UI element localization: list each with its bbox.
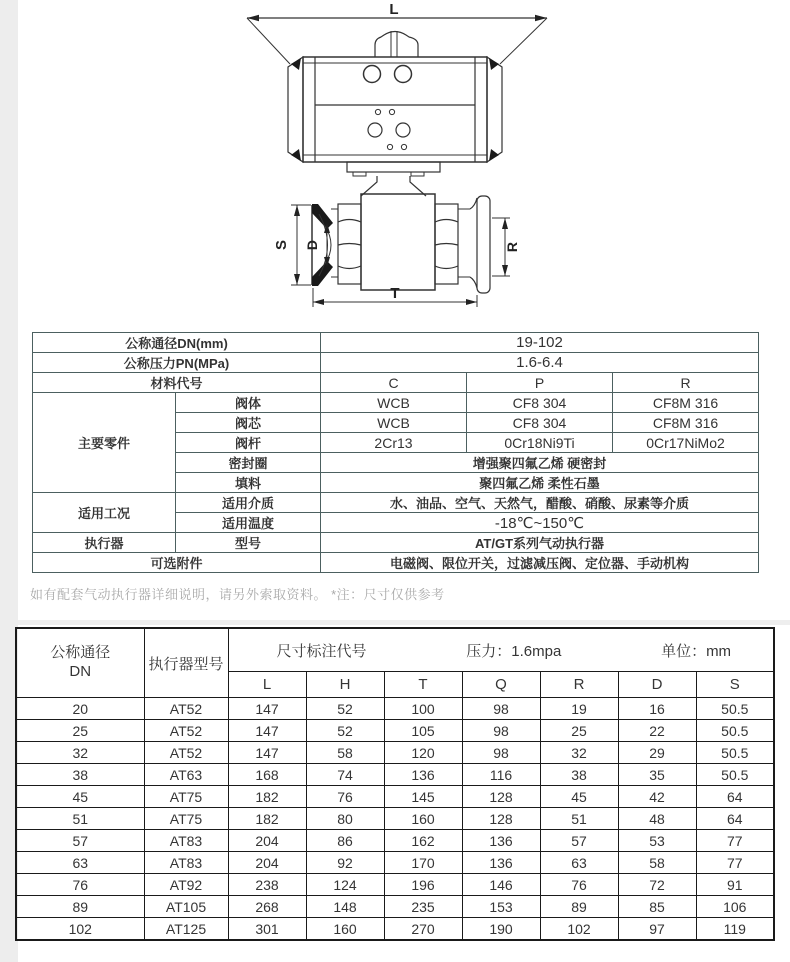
col-header-dn [16, 628, 144, 698]
dim-Q-cell: 146 [462, 874, 540, 896]
spec-packing-label: 填料 [176, 473, 321, 493]
spec-core-c: WCB [321, 413, 467, 433]
spec-stem-p: 0Cr18Ni9Ti [467, 433, 613, 453]
dn-cell: 63 [16, 852, 144, 874]
dim-D-cell: 48 [618, 808, 696, 830]
spec-temp-value: -18℃~150℃ [321, 513, 759, 533]
table-row [33, 393, 759, 413]
dim-Q-cell: 128 [462, 786, 540, 808]
table-row [33, 353, 759, 373]
spec-actuator-label: 执行器 [33, 533, 176, 553]
dim-D-cell: 22 [618, 720, 696, 742]
dim-D-cell: 58 [618, 852, 696, 874]
spec-pn-value: 1.6-6.4 [321, 353, 759, 373]
dim-label-S: S [273, 239, 290, 251]
actuator-model-cell: AT52 [144, 720, 228, 742]
dim-S-cell: 50.5 [696, 764, 774, 786]
dim-S-cell: 119 [696, 918, 774, 941]
actuator-model-cell: AT63 [144, 764, 228, 786]
dim-H-cell: 124 [306, 874, 384, 896]
dim-T-cell: 120 [384, 742, 462, 764]
dim-D-cell: 97 [618, 918, 696, 941]
dim-D-cell: 85 [618, 896, 696, 918]
dim-Q-cell: 136 [462, 852, 540, 874]
dn-cell: 89 [16, 896, 144, 918]
footnote: 如有配套气动执行器详细说明，请另外索取资料。 *注：尺寸仅供参考 [30, 587, 445, 602]
dim-S-cell: 50.5 [696, 698, 774, 720]
dim-R-cell: 51 [540, 808, 618, 830]
dim-label-D: D [304, 239, 320, 251]
dim-S-cell: 50.5 [696, 720, 774, 742]
dim-T-cell: 270 [384, 918, 462, 941]
table-row [16, 742, 774, 764]
dim-D-cell: 29 [618, 742, 696, 764]
table-row [16, 786, 774, 808]
dim-T-cell: 105 [384, 720, 462, 742]
dim-L-cell: 182 [228, 808, 306, 830]
dim-H-cell: 92 [306, 852, 384, 874]
spec-core-label: 阀芯 [176, 413, 321, 433]
dim-R-cell: 63 [540, 852, 618, 874]
col-header-Q: Q [462, 672, 540, 698]
dn-cell: 32 [16, 742, 144, 764]
table-row [16, 764, 774, 786]
dim-Q-cell: 190 [462, 918, 540, 941]
dim-H-cell: 86 [306, 830, 384, 852]
dim-R-cell: 57 [540, 830, 618, 852]
dn-cell: 20 [16, 698, 144, 720]
spec-seal-label: 密封圈 [176, 453, 321, 473]
dn-cell: 102 [16, 918, 144, 941]
dim-Q-cell: 153 [462, 896, 540, 918]
dim-L-cell: 238 [228, 874, 306, 896]
spec-stem-r: 0Cr17NiMo2 [613, 433, 759, 453]
valve-drawing-svg [228, 0, 562, 318]
dim-T-cell: 145 [384, 786, 462, 808]
spec-stem-label: 阀杆 [176, 433, 321, 453]
table-row [16, 896, 774, 918]
spec-dn-value: 19-102 [321, 333, 759, 353]
dim-R-cell: 102 [540, 918, 618, 941]
dim-T-cell: 162 [384, 830, 462, 852]
dim-L-cell: 204 [228, 852, 306, 874]
dim-H-cell: 52 [306, 698, 384, 720]
dim-table-title-cell [228, 628, 774, 672]
col-header-dn-line1: 公称通径 [50, 644, 111, 662]
table-row [16, 874, 774, 896]
dn-cell: 38 [16, 764, 144, 786]
spec-material-p: P [467, 373, 613, 393]
dim-R-cell: 32 [540, 742, 618, 764]
col-header-H: H [306, 672, 384, 698]
spec-seal-value: 增强聚四氟乙烯 硬密封 [321, 453, 759, 473]
dim-H-cell: 58 [306, 742, 384, 764]
dim-H-cell: 148 [306, 896, 384, 918]
dim-T-cell: 160 [384, 808, 462, 830]
spec-body-c: WCB [321, 393, 467, 413]
spec-medium-label: 适用介质 [176, 493, 321, 513]
dim-R-cell: 25 [540, 720, 618, 742]
table-row [16, 698, 774, 720]
dim-R-cell: 76 [540, 874, 618, 896]
actuator-model-cell: AT75 [144, 786, 228, 808]
dim-D-cell: 53 [618, 830, 696, 852]
dim-R-cell: 38 [540, 764, 618, 786]
dim-R-cell: 19 [540, 698, 618, 720]
spec-material-label: 材料代号 [33, 373, 321, 393]
dim-table-body [16, 698, 774, 941]
unit-label: 单位：mm [661, 642, 732, 660]
dim-R-cell: 89 [540, 896, 618, 918]
dn-cell: 76 [16, 874, 144, 896]
dim-S-cell: 77 [696, 830, 774, 852]
dim-label-L: L [389, 1, 399, 18]
dim-D-cell: 72 [618, 874, 696, 896]
actuator-model-cell: AT75 [144, 808, 228, 830]
col-header-R: R [540, 672, 618, 698]
dim-Q-cell: 136 [462, 830, 540, 852]
spec-temp-label: 适用温度 [176, 513, 321, 533]
dim-Q-cell: 98 [462, 720, 540, 742]
table-row [16, 720, 774, 742]
dim-label-R: R [504, 241, 520, 253]
actuator-model-cell: AT92 [144, 874, 228, 896]
actuator-model-cell: AT125 [144, 918, 228, 941]
spec-parts-group: 主要零件 [33, 393, 176, 493]
spec-stem-c: 2Cr13 [321, 433, 467, 453]
dim-Q-cell: 98 [462, 698, 540, 720]
dim-L-cell: 147 [228, 742, 306, 764]
spec-body-label: 阀体 [176, 393, 321, 413]
spec-medium-value: 水、油品、空气、天然气，醋酸、硝酸、尿素等介质 [321, 493, 759, 513]
table-row [16, 852, 774, 874]
table-row [33, 333, 759, 353]
dim-L-cell: 204 [228, 830, 306, 852]
table-row [33, 553, 759, 573]
table-header-row [16, 628, 774, 672]
actuator-model-cell: AT83 [144, 830, 228, 852]
dim-L-cell: 268 [228, 896, 306, 918]
dim-label-T: T [390, 285, 400, 302]
dim-Q-cell: 116 [462, 764, 540, 786]
dim-T-cell: 170 [384, 852, 462, 874]
col-header-actuator-model: 执行器型号 [144, 628, 228, 698]
dim-H-cell: 76 [306, 786, 384, 808]
dn-cell: 57 [16, 830, 144, 852]
table-row [33, 373, 759, 393]
spec-body-r: CF8M 316 [613, 393, 759, 413]
dim-S-cell: 50.5 [696, 742, 774, 764]
spec-material-c: C [321, 373, 467, 393]
dim-H-cell: 80 [306, 808, 384, 830]
spec-pn-label: 公称压力PN(MPa) [33, 353, 321, 373]
table-row [16, 830, 774, 852]
actuator-model-cell: AT83 [144, 852, 228, 874]
dim-T-cell: 100 [384, 698, 462, 720]
dn-cell: 45 [16, 786, 144, 808]
dim-L-cell: 147 [228, 720, 306, 742]
dim-S-cell: 106 [696, 896, 774, 918]
dn-cell: 25 [16, 720, 144, 742]
col-header-T: T [384, 672, 462, 698]
dim-Q-cell: 128 [462, 808, 540, 830]
spec-dn-label: 公称通径DN(mm) [33, 333, 321, 353]
dim-D-cell: 35 [618, 764, 696, 786]
table-row [16, 808, 774, 830]
dim-D-cell: 16 [618, 698, 696, 720]
dimension-table [15, 627, 775, 941]
dim-L-cell: 182 [228, 786, 306, 808]
spec-accessories-value: 电磁阀、限位开关，过滤减压阀、定位器、手动机构 [321, 553, 759, 573]
dim-H-cell: 74 [306, 764, 384, 786]
dim-S-cell: 64 [696, 808, 774, 830]
dim-H-cell: 52 [306, 720, 384, 742]
spec-core-r: CF8M 316 [613, 413, 759, 433]
spec-conditions-group: 适用工况 [33, 493, 176, 533]
col-header-dn-line2: DN [69, 663, 92, 680]
dn-cell: 51 [16, 808, 144, 830]
col-header-D: D [618, 672, 696, 698]
col-header-L: L [228, 672, 306, 698]
spec-core-p: CF8 304 [467, 413, 613, 433]
actuator-model-cell: AT52 [144, 698, 228, 720]
table-row [16, 918, 774, 941]
dim-T-cell: 235 [384, 896, 462, 918]
pressure-label: 压力：1.6mpa [466, 642, 562, 660]
valve-technical-drawing [228, 0, 562, 318]
spec-packing-value: 聚四氟乙烯 柔性石墨 [321, 473, 759, 493]
dim-R-cell: 45 [540, 786, 618, 808]
spec-material-r: R [613, 373, 759, 393]
size-code-label: 尺寸标注代号 [276, 642, 367, 660]
table-row [33, 493, 759, 513]
col-header-S: S [696, 672, 774, 698]
dim-S-cell: 77 [696, 852, 774, 874]
spec-actuator-sub: 型号 [176, 533, 321, 553]
dim-H-cell: 160 [306, 918, 384, 941]
dim-S-cell: 91 [696, 874, 774, 896]
table-row [33, 533, 759, 553]
dim-L-cell: 147 [228, 698, 306, 720]
spec-actuator-value: AT/GT系列气动执行器 [321, 533, 759, 553]
dim-L-cell: 168 [228, 764, 306, 786]
dim-T-cell: 196 [384, 874, 462, 896]
dim-S-cell: 64 [696, 786, 774, 808]
dim-L-cell: 301 [228, 918, 306, 941]
spec-body-p: CF8 304 [467, 393, 613, 413]
dim-Q-cell: 98 [462, 742, 540, 764]
spec-table [32, 332, 759, 573]
dim-T-cell: 136 [384, 764, 462, 786]
section-separator [18, 620, 790, 625]
actuator-model-cell: AT52 [144, 742, 228, 764]
actuator-model-cell: AT105 [144, 896, 228, 918]
dim-D-cell: 42 [618, 786, 696, 808]
spec-accessories-label: 可选附件 [33, 553, 321, 573]
